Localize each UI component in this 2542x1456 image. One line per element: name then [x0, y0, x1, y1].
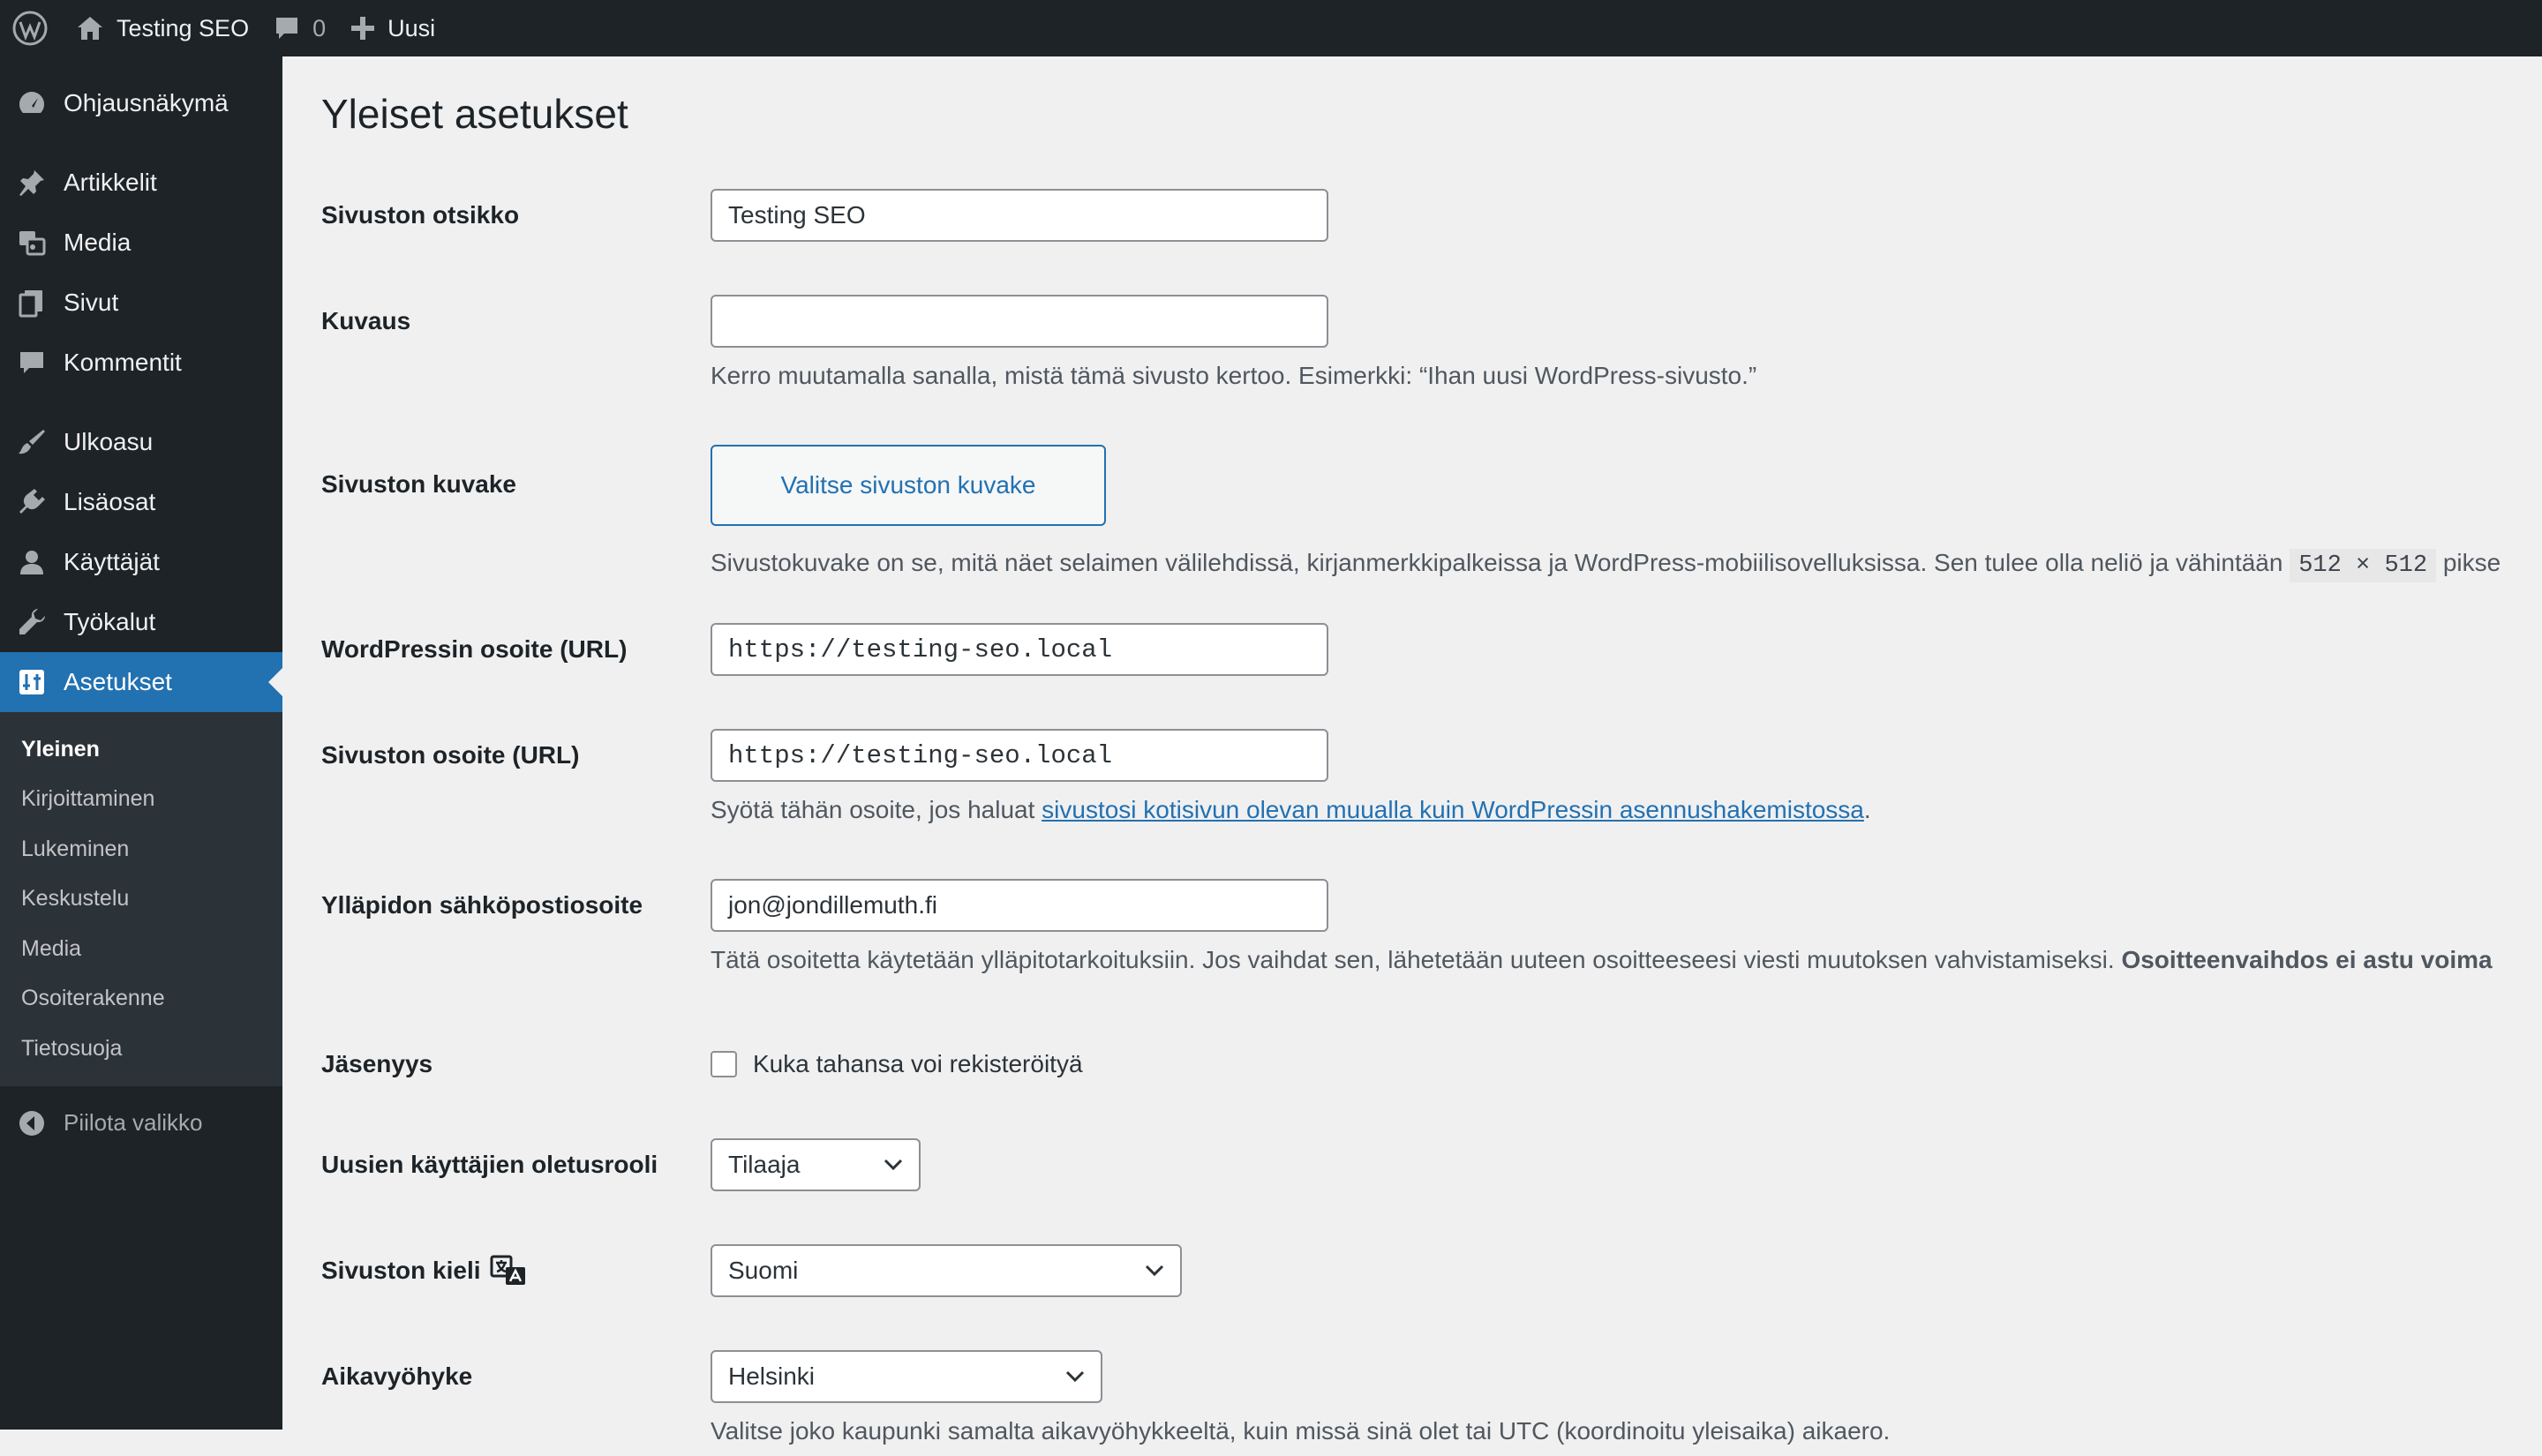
comments-link[interactable]: [261, 0, 338, 56]
submenu-item-discussion[interactable]: Keskustelu: [21, 886, 130, 912]
site-icon-description-tail: pikse: [2442, 549, 2501, 576]
site-name-link[interactable]: [60, 0, 261, 56]
site-icon-description: [711, 549, 2501, 579]
timezone-label: Aikavyöhyke: [321, 1362, 473, 1390]
comments-count: 0: [312, 14, 327, 41]
pushpin-icon: [17, 168, 47, 198]
wrench-icon: [17, 607, 47, 637]
default-role-value: Tilaaja: [728, 1151, 801, 1178]
site-icon-row: [321, 445, 2528, 604]
admin-email-row: [321, 879, 2528, 985]
submenu-item-permalinks[interactable]: Osoiterakenne: [21, 986, 165, 1011]
language-row: [321, 1244, 2528, 1297]
sidebar-item-label: Ulkoasu: [64, 428, 154, 455]
sidebar-item-appearance[interactable]: [0, 412, 282, 472]
sidebar-item-label: Lisäosat: [64, 488, 156, 515]
tagline-description: Kerro muutamalla sanalla, mistä tämä sivusto kertoo. Esimerkki: “Ihan uusi WordPress-sivusto.”: [711, 362, 1757, 389]
sidebar-item-users[interactable]: [0, 532, 282, 592]
admin-email-label: Ylläpidon sähköpostiosoite: [321, 891, 643, 919]
wp-url-row: [321, 623, 2528, 676]
chevron-down-icon: [1065, 1370, 1085, 1383]
comments-icon: [17, 348, 47, 378]
wordpress-logo-button[interactable]: [0, 0, 60, 56]
chevron-down-icon: [1145, 1265, 1164, 1277]
language-label-text: Sivuston kieli: [321, 1257, 481, 1284]
sidebar-item-comments[interactable]: [0, 333, 282, 393]
sidebar-item-pages[interactable]: [0, 273, 282, 333]
membership-label: Jäsenyys: [321, 1050, 433, 1077]
translation-icon: [490, 1255, 527, 1287]
home-url-input[interactable]: https://testing-seo.local: [711, 729, 1328, 782]
site-icon-description-text: Sivustokuvake on se, mitä näet selaimen välilehdissä, kirjanmerkkipalkeissa ja WordPress-mobiilisovelluksissa. Sen tulee olla neliö ja vähintään: [711, 549, 2283, 576]
admin-email-description-bold: Osoitteenvaihdos ei astu voima: [2121, 946, 2493, 973]
dashboard-icon: [17, 88, 47, 118]
language-select[interactable]: [711, 1244, 1182, 1297]
submenu-item-general[interactable]: Yleinen: [21, 736, 100, 762]
admin-bar: [0, 0, 2542, 56]
membership-checkbox-label: Kuka tahansa voi rekisteröityä: [753, 1050, 1083, 1077]
sidebar-item-label: Ohjausnäkymä: [64, 89, 229, 116]
submenu-item-media[interactable]: Media: [21, 935, 82, 961]
membership-checkbox-wrap[interactable]: [711, 1038, 1083, 1091]
home-url-description-tail: .: [1863, 796, 1871, 823]
site-icon-size-code: 512 × 512: [2290, 549, 2436, 582]
tagline-label: Kuvaus: [321, 307, 411, 334]
home-url-help-link[interactable]: sivustosi kotisivun olevan muualla kuin WordPressin asennushakemistossa: [1042, 796, 1864, 823]
site-icon-label: Sivuston kuvake: [321, 470, 516, 498]
sidebar-item-dashboard[interactable]: [0, 73, 282, 133]
admin-sidebar: [0, 56, 282, 1430]
sidebar-item-tools[interactable]: [0, 592, 282, 652]
collapse-label: Piilota valikko: [64, 1109, 203, 1136]
submenu-item-privacy[interactable]: Tietosuoja: [21, 1035, 123, 1061]
wordpress-logo-icon: [12, 11, 48, 46]
site-title-row: [321, 189, 2528, 242]
sidebar-item-label: Asetukset: [64, 668, 172, 695]
wp-url-label: WordPressin osoite (URL): [321, 635, 628, 663]
page-title: Yleiset asetukset: [321, 91, 628, 137]
tagline-input[interactable]: [711, 295, 1328, 348]
language-value: Suomi: [728, 1257, 799, 1284]
collapse-arrow-icon: [18, 1109, 46, 1137]
sidebar-item-label: Työkalut: [64, 608, 156, 635]
plus-icon: [350, 16, 375, 41]
site-name: Testing SEO: [117, 14, 250, 41]
home-icon: [76, 15, 104, 41]
home-url-description: [711, 796, 1871, 824]
users-icon: [17, 547, 47, 577]
brush-icon: [17, 427, 47, 457]
sidebar-item-label: Artikkelit: [64, 169, 157, 196]
new-label: Uusi: [387, 14, 436, 41]
default-role-select[interactable]: [711, 1138, 921, 1191]
sidebar-item-posts[interactable]: [0, 153, 282, 213]
settings-icon: [18, 668, 46, 696]
sidebar-item-label: Media: [64, 229, 132, 256]
timezone-select[interactable]: [711, 1350, 1102, 1403]
submenu-item-writing[interactable]: Kirjoittaminen: [21, 786, 155, 812]
media-icon: [17, 228, 47, 258]
sidebar-item-media[interactable]: [0, 213, 282, 273]
collapse-menu-button[interactable]: [0, 1093, 282, 1153]
wp-url-input[interactable]: https://testing-seo.local: [711, 623, 1328, 676]
sidebar-item-label: Sivut: [64, 289, 119, 316]
chevron-down-icon: [884, 1159, 903, 1171]
sidebar-item-label: Kommentit: [64, 349, 182, 376]
tagline-row: [321, 295, 2528, 401]
home-url-description-text: Syötä tähän osoite, jos haluat: [711, 796, 1035, 823]
settings-submenu: [0, 712, 282, 1086]
sidebar-item-plugins[interactable]: [0, 472, 282, 532]
new-content-button[interactable]: [338, 0, 447, 56]
site-title-label: Sivuston otsikko: [321, 201, 520, 229]
comment-bubble-icon: [274, 15, 300, 41]
default-role-row: [321, 1138, 2528, 1191]
membership-row: [321, 1038, 2528, 1091]
admin-email-description: [711, 946, 2493, 974]
main-content: [282, 56, 2542, 1445]
timezone-value: Helsinki: [728, 1362, 816, 1390]
submenu-item-reading[interactable]: Lukeminen: [21, 836, 130, 861]
membership-checkbox[interactable]: [711, 1051, 737, 1077]
language-label: [321, 1244, 527, 1297]
sidebar-item-settings[interactable]: [0, 652, 282, 712]
plugin-icon: [17, 487, 47, 517]
timezone-description: Valitse joko kaupunki samalta aikavyöhykkeeltä, kuin missä sinä olet tai UTC (koordinoitu yleisaika) aikaero.: [711, 1417, 1891, 1445]
default-role-label: Uusien käyttäjien oletusrooli: [321, 1151, 658, 1178]
choose-site-icon-button[interactable]: Valitse sivuston kuvake: [711, 445, 1106, 526]
site-title-input[interactable]: Testing SEO: [711, 189, 1328, 242]
admin-email-description-text: Tätä osoitetta käytetään ylläpitotarkoituksiin. Jos vaihdat sen, lähetetään uuteen osoitteeseesi viesti muutoksen vahvistamiseksi.: [711, 946, 2115, 973]
admin-email-input[interactable]: jon@jondillemuth.fi: [711, 879, 1328, 932]
sidebar-item-label: Käyttäjät: [64, 548, 160, 575]
timezone-row: [321, 1350, 2528, 1456]
home-url-label: Sivuston osoite (URL): [321, 741, 580, 769]
home-url-row: [321, 729, 2528, 835]
pages-icon: [17, 288, 47, 318]
